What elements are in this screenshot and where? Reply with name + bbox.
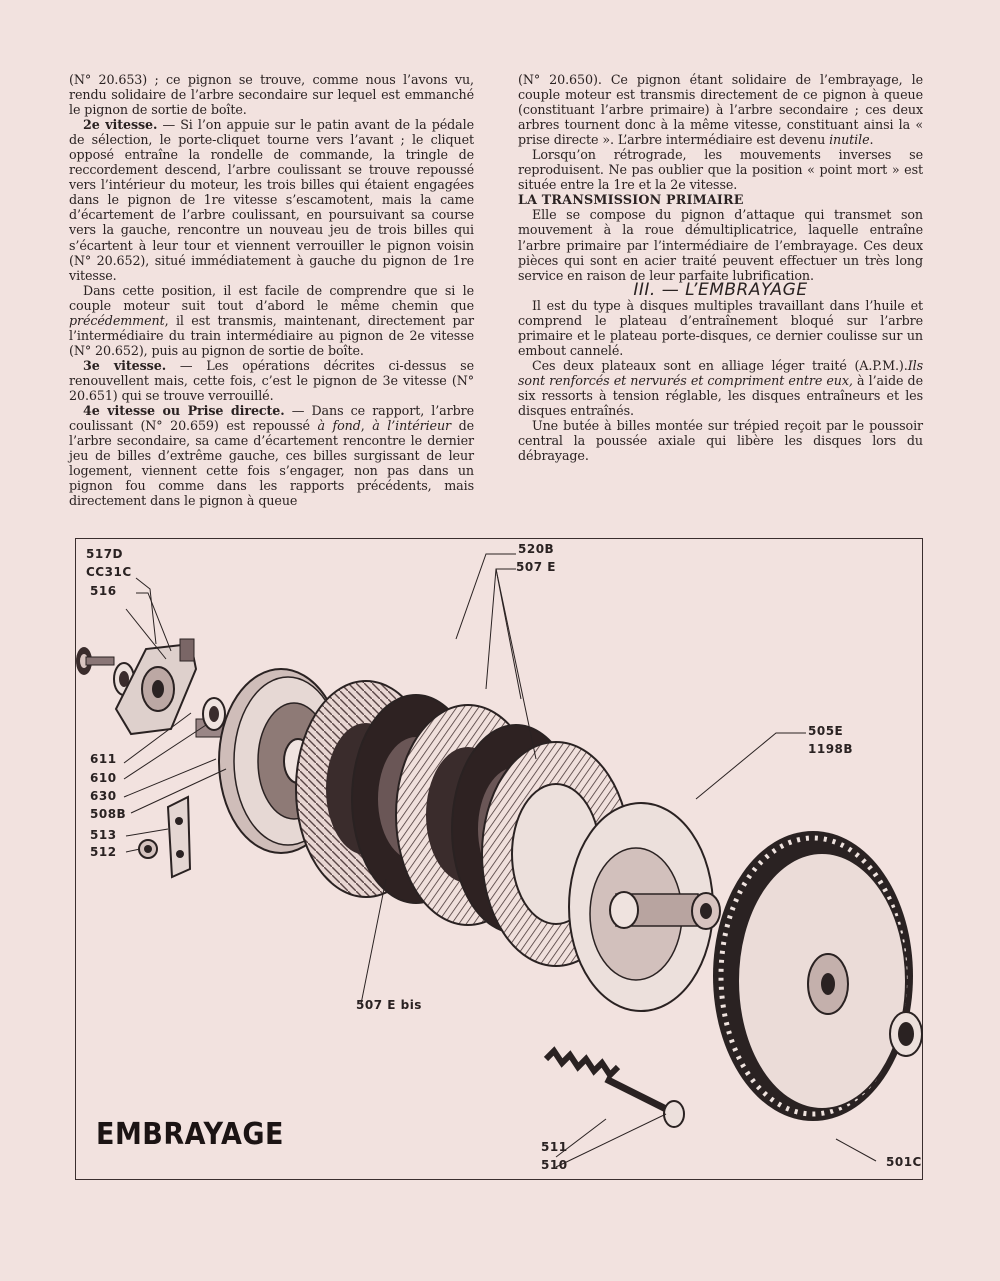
left-column	[69, 72, 474, 508]
tripod-thrust-plate	[116, 639, 225, 737]
label-508b: 508B	[90, 807, 127, 821]
left-paragraph-5: 4e vitesse ou Prise directe. — Dans ce rapport, l’arbre coulissant (N° 20.659) est repoussé à fond, à l’intérieur de l’arbre secondaire, sa came d’écartement rencontre le dernier jeu de billes d’extrême gauche, ces billes surgissant de leur logement, viennent cette fois s’engager, non pas dans un pignon fou comme dans les rapports précédents, mais directement dans le pignon à queue	[69, 403, 474, 509]
figure-title: EMBRAYAGE	[96, 1117, 284, 1152]
drive-plate	[569, 803, 720, 1011]
label-501c: 501C	[886, 1155, 922, 1169]
label-630: 630	[90, 789, 117, 803]
primary-gear	[713, 831, 922, 1121]
bearing-nut-part	[76, 647, 134, 695]
label-507e-bis: 507 E bis	[356, 998, 422, 1012]
right-paragraph-6: Une butée à billes montée sur trépied reçoit par le poussoir central la poussée axiale qui libère les disques lors du débrayage.	[518, 418, 923, 464]
left-paragraph-2: 2e vitesse. — Si l’on appuie sur le patin avant de la pédale de sélection, le porte-cliquet tourne vers l’avant ; le cliquet opposé entraîne la rondelle de commande, la tringle de reccordement descend, l’arbre coulissant se trouve repoussé vers l’intérieur du moteur, les trois billes qui étaient engagées dans le pignon de 1re vitesse s’escamotent, mais la came d’écartement de l’arbre coulissant, en poursuivant sa course vers la gauche, rencontre un nouveau jeu de trois billes qui s’écartent à leur tour et viennent verrouiller le pignon voisin (N° 20.652), situé immédiatement à gauche du pignon de 1re vitesse.	[69, 117, 474, 283]
label-512: 512	[90, 845, 117, 859]
right-paragraph-4: Il est du type à disques multiples travaillant dans l’huile et comprend le plateau d’entraînement bloqué sur l’arbre primaire et le plateau porte-disques, ce dernier coulisse sur un embout cannelé.	[518, 297, 923, 358]
left-paragraph-4: 3e vitesse. — Les opérations décrites ci-dessus se renouvellent mais, cette fois, c’est le pignon de 3e vitesse (N° 20.651) qui se trouve verrouillé.	[69, 357, 474, 403]
label-611: 611	[90, 752, 117, 766]
label-516: 516	[90, 584, 117, 598]
left-paragraph-3: Dans cette position, il est facile de comprendre que si le couple moteur suit tout d’abord le même chemin que précédemment, il est transmis, maintenant, directement par l’intermédiaire du train intermédiaire au pignon de 2e vitesse (N° 20.652), puis au pignon de sortie de boîte.	[69, 282, 474, 358]
label-517d: 517D	[86, 547, 124, 561]
right-paragraph-3: Elle se compose du pignon d’attaque qui transmet son mouvement à la roue démultiplicatrice, laquelle entraîne l’arbre primaire par l’intermédiaire de l’embrayage. Ces deux pièces qui sont en acier traité peuvent effectuer un très long service en raison de leur parfaite lubrification.	[518, 207, 923, 283]
label-1198b: 1198B	[808, 742, 854, 756]
clutch-exploded-diagram	[75, 538, 923, 1180]
right-paragraph-2: Lorsqu’on rétrograde, les mouvements inverses se reproduisent. Ne pas oublier que la position « point mort » est située entre la 1re et la 2e vitesse.	[518, 147, 923, 193]
label-520b: 520B	[518, 542, 555, 556]
left-paragraph-1: (N° 20.653) ; ce pignon se trouve, comme nous l’avons vu, rendu solidaire de l’arbre secondaire sur lequel est emmanché le pignon de sortie de boîte.	[69, 72, 474, 118]
right-paragraph-5: Ces deux plateaux sont en alliage léger traité (A.P.M.).Ils sont renforcés et nervurés et compriment entre eux, à l’aide de six ressorts à tension réglable, les disques entraîneurs et les disques entraînés.	[518, 357, 923, 419]
label-513: 513	[90, 828, 117, 842]
lock-washer-part	[139, 797, 190, 877]
label-511: 511	[541, 1140, 568, 1154]
section-heading-transmission: LA TRANSMISSION PRIMAIRE	[518, 192, 744, 208]
diagram-drawing	[76, 539, 924, 1181]
right-paragraph-1: (N° 20.650). Ce pignon étant solidaire de l’embrayage, le couple moteur est transmis directement de ce pignon à queue (constituant l’arbre primaire) à l’arbre secondaire ; ces deux arbres tournent donc à la même vitesse, constituant ainsi la « prise directe ». L’arbre intermédiaire est devenu inutile.	[518, 72, 923, 148]
right-column	[518, 72, 923, 463]
section-title-embrayage: III. — L’EMBRAYAGE	[633, 279, 808, 300]
label-610: 610	[90, 771, 117, 785]
label-cc31c: CC31C	[86, 565, 132, 579]
label-507e: 507 E	[516, 560, 556, 574]
label-505e: 505E	[808, 724, 844, 738]
label-510: 510	[541, 1158, 568, 1172]
